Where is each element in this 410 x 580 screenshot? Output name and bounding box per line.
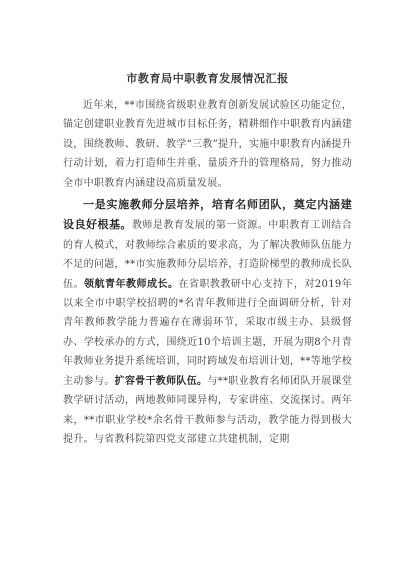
section-one-text-1: 教师是教育发展的第一资源。中职教育工训结合的育人模式，对教师综合素质的要求高，为了解决教师队伍能力不足的问题，**市实施教师分层培养，打造阶梯型的教师成长队伍。 bbox=[63, 220, 352, 290]
section-one-heading: 一是实施教师分层培养，培育名师团队，奠定内涵建设良好根基。 bbox=[63, 198, 352, 232]
subheading-backbone-teachers: 扩容骨干教师队伍。 bbox=[114, 375, 208, 387]
intro-paragraph: 近年来，**市围绕省级职业教育创新发展试验区功能定位，锚定创建职业教育先进城市目标任务，精耕细作中职教育内涵建设，围绕教师、教研、教学“三教”提升，实施中职教育内涵提升行动计划，着力打造师生并重、量质齐升的管理格局，努力推动全市中职教育内涵建设高质量发展。 bbox=[63, 100, 352, 189]
section-one-paragraph bbox=[63, 195, 352, 449]
section-one-text-3: 与**职业教育名师团队开展课堂教学研讨活动，两地教师同课异构，专家讲座、交流探讨。两年来，**市职业学校*余名骨干教师参与活动，教学能力得到极大提升。与省教科院第四党支部建立共建机制，定期 bbox=[63, 375, 353, 445]
document-title: 市教育局中职教育发展情况汇报 bbox=[126, 72, 289, 85]
section-one-text-2: 在省职教教研中心支持下，对2019年以来全市中职学校招聘的*名青年教师进行全面调研分析，针对青年教师教学能力普遍存在薄弱环节，采取市级主办、县级督办、学校承办的方式，围绕近10个培训主题，开展为期8个月青年教师业务提升系统培训，同时跨域发布培训计划，**等地学校主动参与。 bbox=[63, 278, 353, 387]
subheading-young-teachers: 领航青年教师成长。 bbox=[84, 278, 179, 290]
